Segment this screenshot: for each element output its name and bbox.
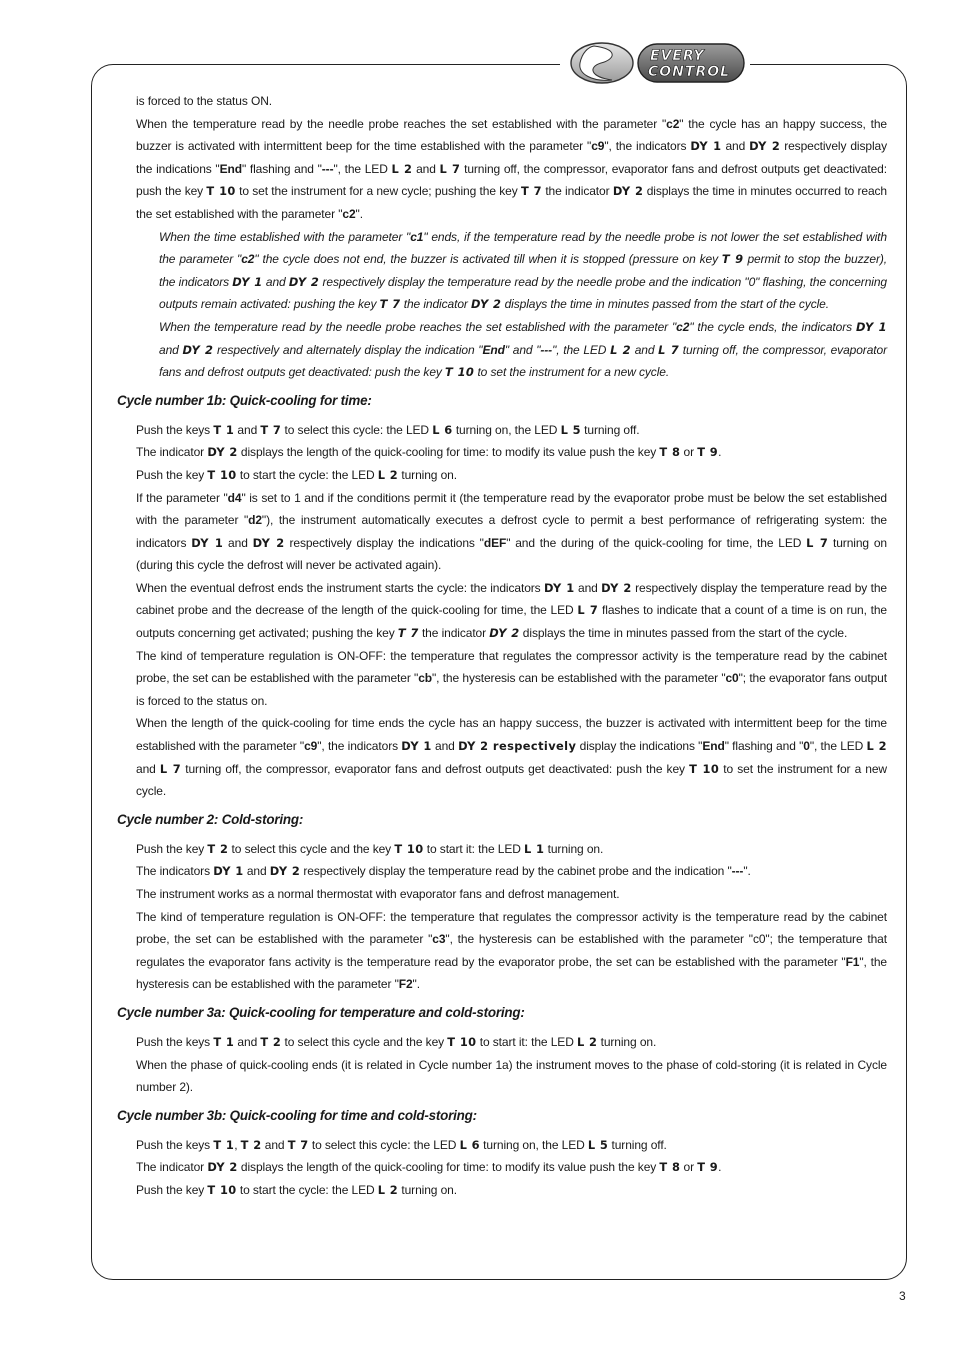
text-run: Push the keys bbox=[136, 1137, 214, 1152]
text-run: The kind of temperature regulation is ON-OFF: the temperature that regulates the compressor activity is the temperature read by the cabinet probe, the set can be established with the parameter " bbox=[136, 909, 887, 947]
text-run: respectively display the indications " bbox=[136, 139, 887, 176]
key-indicator-label: L 2 bbox=[377, 467, 399, 482]
text-run: When the eventual defrost ends the instrument starts the cycle: the indicators bbox=[136, 580, 544, 595]
text-run: The instrument works as a normal thermostat with evaporator fans and defrost management. bbox=[136, 887, 620, 901]
parameter-name: F1 bbox=[845, 954, 860, 969]
text-run: When the phase of quick-cooling ends (it is related in Cycle number 1a) the instrument moves to the phase of cold-storing (it is related in Cycle number 2). bbox=[136, 1057, 887, 1095]
key-indicator-label: L 2 bbox=[610, 342, 631, 357]
paragraph bbox=[117, 90, 887, 113]
text-run: and bbox=[412, 161, 440, 176]
text-run: and bbox=[223, 535, 253, 550]
text-run: respectively display the temperature read by the cabinet probe and the indication " bbox=[300, 864, 732, 879]
key-indicator-label: DY 2 bbox=[489, 626, 520, 641]
text-run: displays the length of the quick-cooling for time: to modify its value push the key bbox=[237, 445, 660, 460]
text-run: to select this cycle and the key bbox=[281, 1034, 448, 1049]
text-run: Push the key bbox=[136, 467, 208, 482]
every-control-logo bbox=[568, 41, 748, 85]
key-indicator-label: T 9 bbox=[697, 445, 719, 460]
key-indicator-label: DY 2 bbox=[207, 1160, 238, 1175]
text-run: respectively display the temperature read by the cabinet probe and the decrease of the length of the quick-cooling for time, the LED bbox=[136, 580, 887, 618]
text-run: Push the key bbox=[136, 1182, 208, 1197]
paragraph bbox=[117, 1134, 887, 1157]
parameter-name: F2 bbox=[398, 977, 413, 992]
key-indicator-label: L 7 bbox=[159, 761, 182, 776]
text-run: ", the LED bbox=[809, 739, 867, 754]
key-indicator-label: T 9 bbox=[697, 1160, 719, 1175]
text-run: to start it: the LED bbox=[423, 841, 525, 856]
text-run: and bbox=[261, 1137, 288, 1152]
text-run: displays the time in minutes passed from the start of the cycle. bbox=[519, 626, 848, 641]
key-indicator-label: L 6 bbox=[459, 1137, 480, 1152]
text-run: display the indications " bbox=[576, 739, 703, 754]
text-run: " ends, if the temperature read by the needle probe is not lower the set established with the parameter " bbox=[159, 229, 887, 267]
key-indicator-label: L 2 bbox=[577, 1034, 598, 1049]
parameter-name: c2 bbox=[342, 206, 356, 221]
key-indicator-label: L 2 bbox=[391, 161, 413, 176]
key-indicator-label: T 1 bbox=[213, 1034, 235, 1049]
text-run: ", the hysteresis can be established with the parameter " bbox=[136, 954, 887, 992]
key-indicator-label: T 2 bbox=[260, 1034, 282, 1049]
key-indicator-label: L 5 bbox=[587, 1137, 609, 1152]
paragraph bbox=[117, 577, 887, 645]
document-body bbox=[117, 90, 887, 1202]
text-run: " is set to 1 and if the conditions permit it (the temperature read by the evaporator probe must be below the set established with the parameter " bbox=[136, 490, 887, 528]
text-run: and bbox=[721, 139, 750, 154]
text-run: turning on (during this cycle the defrost will never be activated again). bbox=[136, 535, 887, 573]
key-indicator-label: L 2 bbox=[377, 1182, 399, 1197]
paragraph bbox=[117, 113, 887, 226]
text-run: or bbox=[680, 1160, 698, 1175]
text-run: to select this cycle and the key bbox=[228, 841, 395, 856]
key-indicator-label: DY 2 bbox=[601, 580, 632, 595]
key-indicator-label: T 7 bbox=[397, 626, 419, 641]
italic-paragraph bbox=[117, 316, 887, 384]
paragraph bbox=[117, 441, 887, 464]
text-run: to start the cycle: the LED bbox=[236, 1182, 378, 1197]
parameter-name: End bbox=[702, 739, 725, 754]
text-run: turning off, the compressor, evaporator fans and defrost outputs get deactivated: push the key bbox=[159, 342, 887, 380]
text-run: ". bbox=[743, 864, 751, 879]
text-run: ", the LED bbox=[552, 342, 611, 357]
parameter-name: --- bbox=[540, 342, 553, 357]
text-run: When the temperature read by the needle probe reaches the set established with the parameter " bbox=[136, 116, 667, 131]
paragraph bbox=[117, 906, 887, 996]
logo-text-every: EVERY bbox=[650, 48, 705, 64]
paragraph bbox=[117, 1179, 887, 1202]
paragraph bbox=[117, 712, 887, 802]
text-run: Push the keys bbox=[136, 422, 214, 437]
key-indicator-label: T 10 bbox=[207, 1182, 237, 1197]
text-run: " the cycle does not end, the buzzer is activated till when it is stopped (pressure on key bbox=[254, 252, 722, 267]
parameter-name: c2 bbox=[241, 252, 255, 267]
text-run: to set the instrument for a new cycle. bbox=[136, 761, 887, 799]
paragraph bbox=[117, 1031, 887, 1054]
parameter-name: --- bbox=[731, 864, 744, 879]
paragraph bbox=[117, 883, 887, 906]
key-indicator-label: T 2 bbox=[240, 1137, 262, 1152]
key-indicator-label: T 7 bbox=[260, 422, 282, 437]
key-indicator-label: L 7 bbox=[577, 603, 599, 618]
text-run: " and the during of the quick-cooling for time, the LED bbox=[506, 535, 807, 550]
logo-text-control: CONTROL bbox=[648, 64, 731, 80]
paragraph bbox=[117, 1156, 887, 1179]
text-run: Push the keys bbox=[136, 1034, 214, 1049]
text-run: flashes to indicate that a count of a time is on run, the outputs concerning get activated; pushing the key bbox=[136, 603, 887, 641]
text-run: ", the indicators bbox=[604, 139, 691, 154]
text-run: is forced to the status ON. bbox=[136, 94, 273, 108]
text-run: If the parameter " bbox=[136, 490, 228, 505]
key-indicator-label: T 7 bbox=[520, 184, 542, 199]
key-indicator-label: L 7 bbox=[806, 535, 829, 550]
key-indicator-label: L 2 bbox=[866, 739, 887, 754]
text-run: ", the hysteresis can be established with the parameter "c0"; the temperature that regulates the evaporator fans activity is the temperature read by the evaporator probe, the set can be established with the parameter " bbox=[136, 932, 887, 969]
key-indicator-label: L 6 bbox=[432, 422, 453, 437]
key-indicator-label: T 8 bbox=[659, 445, 681, 460]
paragraph bbox=[117, 464, 887, 487]
text-run: . bbox=[718, 1160, 722, 1175]
parameter-name: c9 bbox=[591, 139, 605, 154]
section-heading: Cycle number 3a: Quick-cooling for temperature and cold-storing: bbox=[117, 1004, 525, 1020]
parameter-name: c2 bbox=[676, 319, 690, 334]
paragraph bbox=[117, 645, 887, 713]
text-run: the indicator bbox=[418, 626, 490, 641]
parameter-name: --- bbox=[321, 161, 334, 176]
text-run: to select this cycle: the LED bbox=[281, 422, 433, 437]
text-run: turning on. bbox=[398, 1182, 457, 1197]
text-run: displays the time in minutes occurred to reach the set established with the parameter " bbox=[136, 184, 887, 221]
parameter-name: cb bbox=[418, 671, 433, 686]
text-run: ". bbox=[412, 977, 420, 992]
text-run: and bbox=[234, 1034, 261, 1049]
parameter-name: d2 bbox=[248, 513, 262, 528]
parameter-name: c2 bbox=[666, 116, 680, 131]
parameter-name: c0 bbox=[725, 671, 739, 686]
text-run: permit to stop the buzzer), the indicators bbox=[159, 252, 887, 289]
text-run: " the cycle has an happy success, the buzzer is activated with intermittent beep for the time established with the parameter " bbox=[136, 116, 887, 154]
parameter-name: 0 bbox=[803, 739, 810, 754]
parameter-name: c1 bbox=[410, 229, 424, 244]
key-indicator-label: L 7 bbox=[658, 342, 680, 357]
key-indicator-label: DY 2 bbox=[182, 342, 214, 357]
text-run: to set the instrument for a new cycle; pushing the key bbox=[235, 184, 521, 199]
parameter-name: c9 bbox=[304, 739, 318, 754]
text-run: " the cycle ends, the indicators bbox=[689, 319, 856, 334]
key-indicator-label: DY 1 bbox=[232, 274, 263, 289]
key-indicator-label: T 10 bbox=[394, 841, 424, 856]
key-indicator-label: DY 1 bbox=[855, 319, 887, 334]
key-indicator-label: DY 1 bbox=[544, 580, 575, 595]
key-indicator-label: DY 2 bbox=[269, 864, 301, 879]
key-indicator-label: T 8 bbox=[659, 1160, 681, 1175]
text-run: " flashing and " bbox=[724, 739, 804, 754]
text-run: turning on, the LED bbox=[479, 1137, 588, 1152]
key-indicator-label: L 7 bbox=[439, 161, 461, 176]
text-run: and bbox=[431, 739, 459, 754]
key-indicator-label: DY 2 bbox=[288, 274, 320, 289]
parameter-name: End bbox=[219, 161, 242, 176]
text-run: ", the indicators bbox=[317, 739, 402, 754]
text-run: and bbox=[136, 761, 160, 776]
text-run: respectively and alternately display the indication " bbox=[213, 342, 483, 357]
text-run: The indicator bbox=[136, 1160, 208, 1175]
text-run: and bbox=[243, 864, 270, 879]
key-indicator-label: T 2 bbox=[207, 841, 229, 856]
text-run: or bbox=[680, 445, 698, 460]
key-indicator-label: T 7 bbox=[379, 297, 401, 312]
parameter-name: c3 bbox=[432, 932, 446, 947]
paragraph bbox=[117, 838, 887, 861]
text-run: turning on. bbox=[544, 841, 604, 856]
text-run: When the time established with the parameter " bbox=[159, 229, 411, 244]
key-indicator-label: DY 2 bbox=[471, 297, 502, 312]
text-run: The kind of temperature regulation is ON-OFF: the temperature that regulates the compressor activity is the temperature read by the cabinet probe, the set can be established with the parameter " bbox=[136, 648, 887, 686]
text-run: and bbox=[574, 580, 602, 595]
text-run: "), the instrument automatically executes a defrost cycle to permit a best performance of refrigerating system: the indicators bbox=[136, 513, 887, 550]
text-run: ", the LED bbox=[333, 161, 392, 176]
text-run: , bbox=[234, 1137, 241, 1152]
text-run: Push the key bbox=[136, 841, 208, 856]
text-run: the indicator bbox=[541, 184, 613, 199]
key-indicator-label: DY 2 bbox=[252, 535, 285, 550]
text-run: "; the evaporator fans output is forced to the status on. bbox=[136, 671, 887, 708]
text-run: turning off, the compressor, evaporator fans and defrost outputs get deactivated: push the key bbox=[181, 761, 690, 776]
text-run: When the length of the quick-cooling for time ends the cycle has an happy success, the buzzer is activated with intermittent beep for the time established with the parameter " bbox=[136, 716, 887, 754]
key-indicator-label: DY 2 bbox=[749, 139, 781, 154]
key-indicator-label: T 10 bbox=[689, 761, 720, 776]
key-indicator-label: DY 2 respectively bbox=[458, 739, 577, 754]
page-number: 3 bbox=[899, 1289, 906, 1303]
text-run: turning off. bbox=[580, 422, 640, 437]
text-run: turning off, the compressor, evaporator fans and defrost outputs get deactivated: push the key bbox=[136, 161, 887, 199]
parameter-name: d4 bbox=[227, 490, 242, 505]
text-run: The indicators bbox=[136, 864, 214, 879]
text-run: turning on, the LED bbox=[452, 422, 561, 437]
text-run: turning off. bbox=[608, 1137, 667, 1152]
key-indicator-label: T 10 bbox=[445, 365, 475, 380]
text-run: displays the time in minutes passed from the start of the cycle. bbox=[501, 297, 829, 312]
paragraph bbox=[117, 419, 887, 442]
key-indicator-label: DY 2 bbox=[612, 184, 644, 199]
parameter-name: dEF bbox=[483, 535, 507, 550]
text-run: respectively display the indications " bbox=[284, 535, 484, 550]
section-heading: Cycle number 1b: Quick-cooling for time: bbox=[117, 392, 372, 408]
text-run: to select this cycle: the LED bbox=[308, 1137, 460, 1152]
text-run: and bbox=[159, 342, 183, 357]
key-indicator-label: T 10 bbox=[447, 1034, 477, 1049]
text-run: the indicator bbox=[400, 297, 472, 312]
paragraph bbox=[117, 860, 887, 883]
text-run: to start the cycle: the LED bbox=[236, 467, 378, 482]
text-run: respectively display the temperature read by the needle probe and the indication "0" flashing, the concerning outputs remain activated: pushing the key bbox=[159, 274, 887, 312]
text-run: " flashing and " bbox=[241, 161, 322, 176]
key-indicator-label: DY 1 bbox=[213, 864, 244, 879]
key-indicator-label: T 7 bbox=[287, 1137, 309, 1152]
paragraph bbox=[117, 1054, 887, 1099]
key-indicator-label: L 1 bbox=[524, 841, 545, 856]
section-heading: Cycle number 3b: Quick-cooling for time and cold-storing: bbox=[117, 1107, 477, 1123]
text-run: ", the hysteresis can be established with the parameter " bbox=[432, 671, 726, 686]
key-indicator-label: T 10 bbox=[207, 467, 237, 482]
section-heading: Cycle number 2: Cold-storing: bbox=[117, 811, 304, 827]
text-run: When the temperature read by the needle probe reaches the set established with the parameter " bbox=[159, 319, 677, 334]
key-indicator-label: T 9 bbox=[721, 252, 744, 267]
parameter-name: End bbox=[482, 342, 505, 357]
paragraph bbox=[117, 487, 887, 577]
key-indicator-label: DY 1 bbox=[690, 139, 722, 154]
key-indicator-label: DY 1 bbox=[191, 535, 224, 550]
text-run: to start it: the LED bbox=[476, 1034, 577, 1049]
text-run: and bbox=[234, 422, 261, 437]
key-indicator-label: DY 2 bbox=[207, 445, 238, 460]
key-indicator-label: DY 1 bbox=[401, 739, 432, 754]
text-run: " and " bbox=[504, 342, 541, 357]
text-run: and bbox=[262, 274, 289, 289]
text-run: The indicator bbox=[136, 445, 208, 460]
text-run: ". bbox=[355, 206, 363, 221]
text-run: turning on. bbox=[398, 467, 457, 482]
key-indicator-label: L 5 bbox=[560, 422, 581, 437]
text-run: and bbox=[630, 342, 659, 357]
text-run: displays the length of the quick-cooling for time: to modify its value push the key bbox=[237, 1160, 660, 1175]
text-run: to set the instrument for a new cycle. bbox=[474, 365, 670, 380]
text-run: . bbox=[718, 445, 722, 460]
text-run: turning on. bbox=[597, 1034, 657, 1049]
key-indicator-label: T 1 bbox=[213, 1137, 235, 1152]
italic-paragraph bbox=[117, 226, 887, 316]
key-indicator-label: T 10 bbox=[206, 184, 236, 199]
key-indicator-label: T 1 bbox=[213, 422, 235, 437]
